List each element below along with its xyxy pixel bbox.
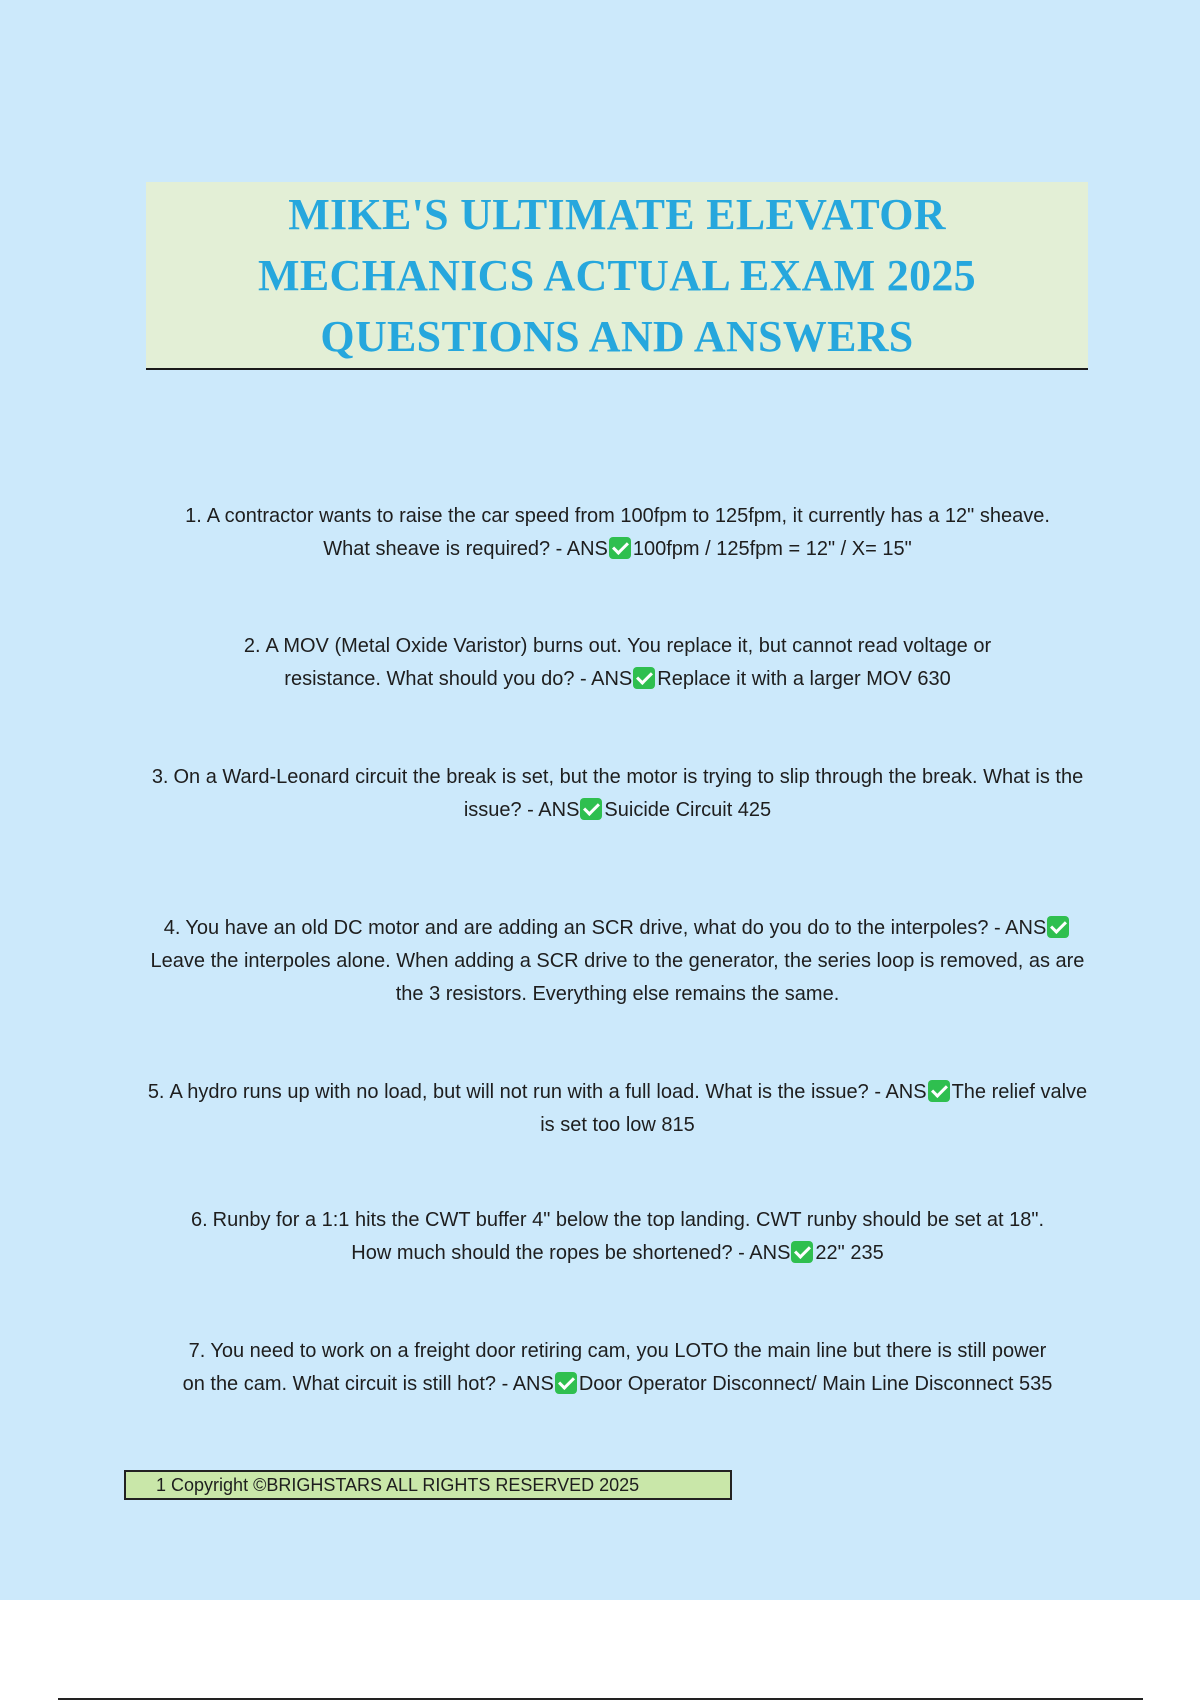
qa-item-7 [140, 1335, 1095, 1401]
qa-answer: 22" 235 [815, 1242, 884, 1264]
qa-number: 1. [185, 505, 202, 527]
qa-item-2 [140, 630, 1095, 696]
qa-item-1 [140, 500, 1095, 566]
check-mark-icon [555, 1372, 577, 1394]
qa-answer: The relief valve is set too low 815 [540, 1081, 1088, 1136]
qa-number: 3. [151, 766, 169, 788]
title-line-2: MECHANICS ACTUAL EXAM 2025 [258, 250, 976, 300]
qa-item-3 [140, 761, 1095, 827]
qa-question: You need to work on a freight door retiring cam, you LOTO the main line but there is still power on the cam. What circuit is still hot? - ANS [182, 1340, 1047, 1395]
qa-question: A hydro runs up with no load, but will not run with a full load. What is the issue? - ANS [169, 1081, 927, 1103]
title-line-1: MIKE'S ULTIMATE ELEVATOR [288, 189, 946, 239]
qa-number: 2. [243, 635, 261, 657]
title-banner [146, 182, 1088, 370]
qa-answer: Leave the interpoles alone. When adding a SCR drive to the generator, the series loop is removed, as are the 3 resistors. Everything else remains the same. [150, 950, 1085, 1005]
page-number: 1 [156, 1475, 167, 1495]
check-mark-icon [633, 667, 655, 689]
check-mark-icon [580, 798, 602, 820]
qa-question: You have an old DC motor and are adding an SCR drive, what do you do to the interpoles? - ANS [185, 917, 1047, 939]
qa-question: A MOV (Metal Oxide Varistor) burns out. You replace it, but cannot read voltage or resistance. What should you do? - ANS [265, 635, 992, 690]
qa-question: A contractor wants to raise the car speed from 100fpm to 125fpm, it currently has a 12" sheave. What sheave is required? - ANS [206, 505, 1050, 560]
title-line-3: QUESTIONS AND ANSWERS [320, 311, 914, 361]
qa-number: 5. [147, 1081, 165, 1103]
qa-answer: 100fpm / 125fpm = 12" / X= 15" [632, 538, 912, 560]
check-mark-icon [791, 1241, 813, 1263]
qa-number: 6. [190, 1209, 208, 1231]
footer-copyright [124, 1470, 732, 1500]
qa-question: On a Ward-Leonard circuit the break is set, but the motor is trying to slip through the break. What is the issue? - ANS [173, 766, 1084, 821]
qa-answer: Suicide Circuit 425 [604, 799, 772, 821]
check-mark-icon [928, 1080, 950, 1102]
qa-number: 4. [163, 917, 181, 939]
copyright-text: Copyright ©BRIGHSTARS ALL RIGHTS RESERVED 2025 [171, 1475, 640, 1495]
qa-answer: Door Operator Disconnect/ Main Line Disconnect 535 [578, 1373, 1053, 1395]
check-mark-icon [609, 537, 631, 559]
qa-question: Runby for a 1:1 hits the CWT buffer 4" below the top landing. CWT runby should be set at 18". How much should the ropes be shortened? - ANS [212, 1209, 1044, 1264]
qa-number: 7. [188, 1340, 206, 1362]
qa-item-5 [140, 1076, 1095, 1142]
qa-item-6 [140, 1204, 1095, 1270]
check-mark-icon [1047, 916, 1069, 938]
qa-answer: Replace it with a larger MOV 630 [657, 668, 951, 690]
qa-item-4 [140, 912, 1095, 1011]
